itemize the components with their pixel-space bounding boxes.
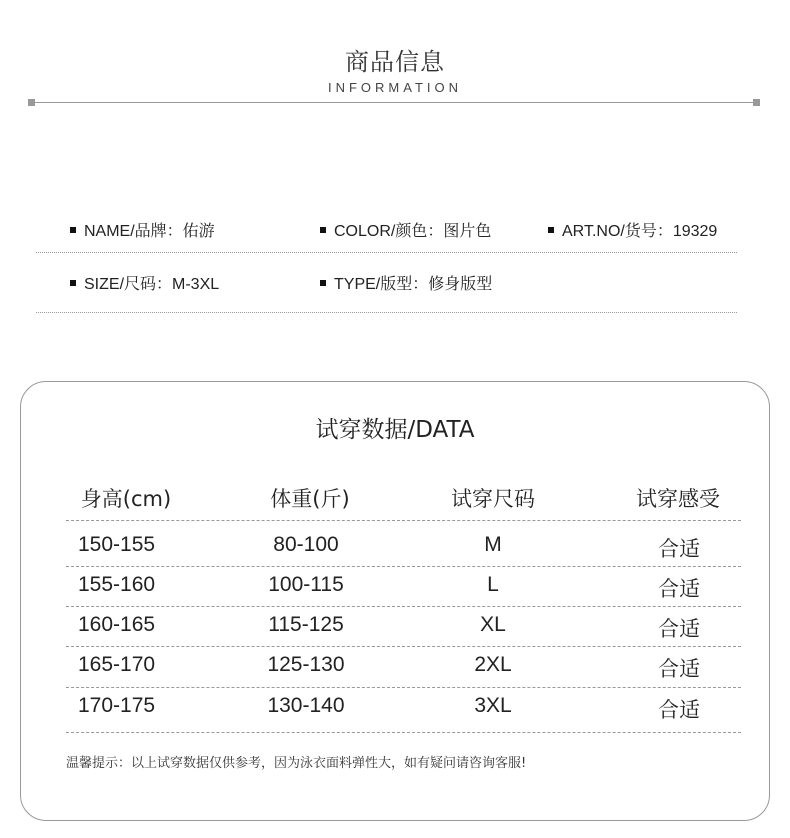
table-row-divider	[66, 566, 741, 567]
square-bullet-icon	[548, 227, 554, 233]
table-cell-height: 170-175	[78, 694, 156, 717]
table-cell-height: 155-160	[78, 573, 156, 596]
column-header-weight: 体重(斤)	[270, 487, 350, 511]
column-header-size: 试穿尺码	[451, 487, 535, 511]
data-table-title: 试穿数据/DATA	[315, 417, 475, 443]
info-label: NAME/品牌：佑游	[84, 223, 215, 240]
square-bullet-icon	[320, 227, 326, 233]
table-row-divider	[66, 606, 741, 607]
table-cell-feel: 合适	[658, 658, 700, 681]
table-cell-height: 160-165	[78, 613, 156, 636]
divider-end-cap-left	[28, 99, 35, 106]
info-item-type	[320, 271, 492, 294]
info-item-art-no	[548, 218, 717, 241]
table-cell-feel: 合适	[658, 699, 700, 722]
table-cell-weight: 80-100	[273, 533, 339, 556]
table-cell-weight: 130-140	[267, 694, 345, 717]
info-row-divider	[36, 252, 737, 253]
table-row-divider	[66, 646, 741, 647]
square-bullet-icon	[320, 280, 326, 286]
table-divider	[66, 520, 741, 521]
info-item-size	[70, 271, 219, 294]
table-cell-feel: 合适	[658, 538, 700, 561]
info-label: COLOR/颜色：图片色	[334, 223, 492, 240]
table-cell-weight: 115-125	[268, 613, 344, 636]
fit-tip-note: 温馨提示：以上试穿数据仅供参考，因为泳衣面料弹性大，如有疑问请咨询客服!	[66, 756, 527, 771]
info-label: ART.NO/货号：19329	[562, 223, 718, 240]
table-cell-height: 165-170	[78, 653, 156, 676]
square-bullet-icon	[70, 227, 76, 233]
table-cell-size: 3XL	[474, 694, 512, 717]
info-label: TYPE/版型：修身版型	[334, 276, 493, 293]
column-header-feel: 试穿感受	[636, 487, 720, 511]
square-bullet-icon	[70, 280, 76, 286]
table-cell-size: M	[484, 533, 502, 556]
table-cell-weight: 125-130	[267, 653, 345, 676]
table-row-divider	[66, 687, 741, 688]
title-divider	[30, 102, 760, 103]
info-row-divider	[36, 312, 737, 313]
table-cell-feel: 合适	[658, 618, 700, 641]
section-title: 商品信息	[345, 48, 445, 76]
table-bottom-divider	[66, 732, 741, 733]
table-cell-height: 150-155	[78, 533, 156, 556]
table-cell-size: L	[487, 573, 499, 596]
info-label: SIZE/尺码：M-3XL	[84, 276, 220, 293]
info-item-color	[320, 218, 491, 241]
divider-end-cap-right	[753, 99, 760, 106]
table-cell-size: XL	[480, 613, 506, 636]
column-header-height: 身高(cm)	[80, 487, 172, 511]
info-item-name	[70, 218, 215, 241]
table-cell-weight: 100-115	[268, 573, 344, 596]
section-subtitle: INFORMATION	[327, 80, 463, 95]
table-cell-size: 2XL	[474, 653, 512, 676]
table-cell-feel: 合适	[658, 578, 700, 601]
